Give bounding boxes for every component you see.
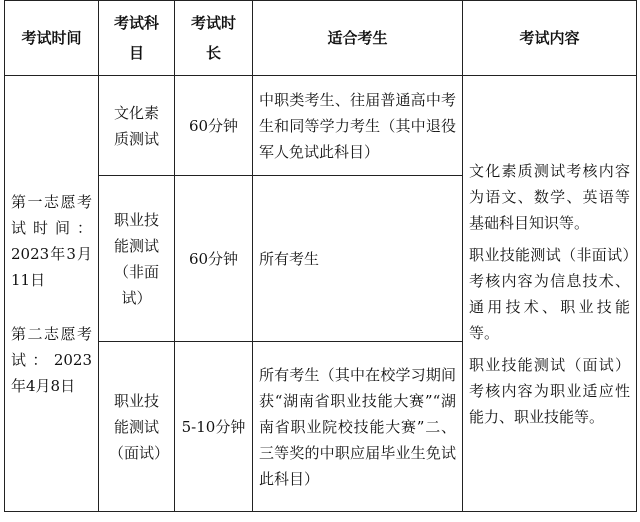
header-subject: 考试科目 (99, 1, 175, 76)
second-choice-exam-time: 第二志愿考试：2023年4月8日 (11, 324, 92, 395)
duration-cell: 60分钟 (175, 176, 253, 342)
subject-cell: 职业技能测试（面试） (99, 342, 175, 512)
subject-cell: 职业技能测试（非面试） (99, 176, 175, 342)
header-duration: 考试时长 (175, 1, 253, 76)
exam-schedule-table (4, 0, 637, 512)
header-content: 考试内容 (463, 1, 637, 76)
content-paragraph-culture: 文化素质测试考核内容为语文、数学、英语等基础科目知识等。 (469, 161, 630, 232)
eligible-cell: 所有考生（其中在校学习期间获“湖南省职业技能大赛”“湖南省职业院校技能大赛”二、三等奖的中职应届毕业生免试此科目） (253, 342, 463, 512)
duration-cell: 60分钟 (175, 76, 253, 176)
subject-cell: 文化素质测试 (99, 76, 175, 176)
exam-time-cell (5, 76, 99, 512)
first-choice-exam-time: 第一志愿考试时间：2023年3月11日 (11, 192, 92, 289)
duration-cell: 5-10分钟 (175, 342, 253, 512)
table-row (5, 76, 637, 176)
eligible-cell: 中职类考生、往届普通高中考生和同等学力考生（其中退役军人免试此科目） (253, 76, 463, 176)
exam-content-cell (463, 76, 637, 512)
header-exam-time: 考试时间 (5, 1, 99, 76)
content-paragraph-skill-written: 职业技能测试（非面试）考核内容为信息技术、通用技术、职业技能等。 (469, 245, 630, 342)
content-paragraph-skill-interview: 职业技能测试（面试）考核内容为职业适应性能力、职业技能等。 (469, 355, 630, 426)
header-eligible: 适合考生 (253, 1, 463, 76)
eligible-cell: 所有考生 (253, 176, 463, 342)
table-header-row (5, 1, 637, 76)
